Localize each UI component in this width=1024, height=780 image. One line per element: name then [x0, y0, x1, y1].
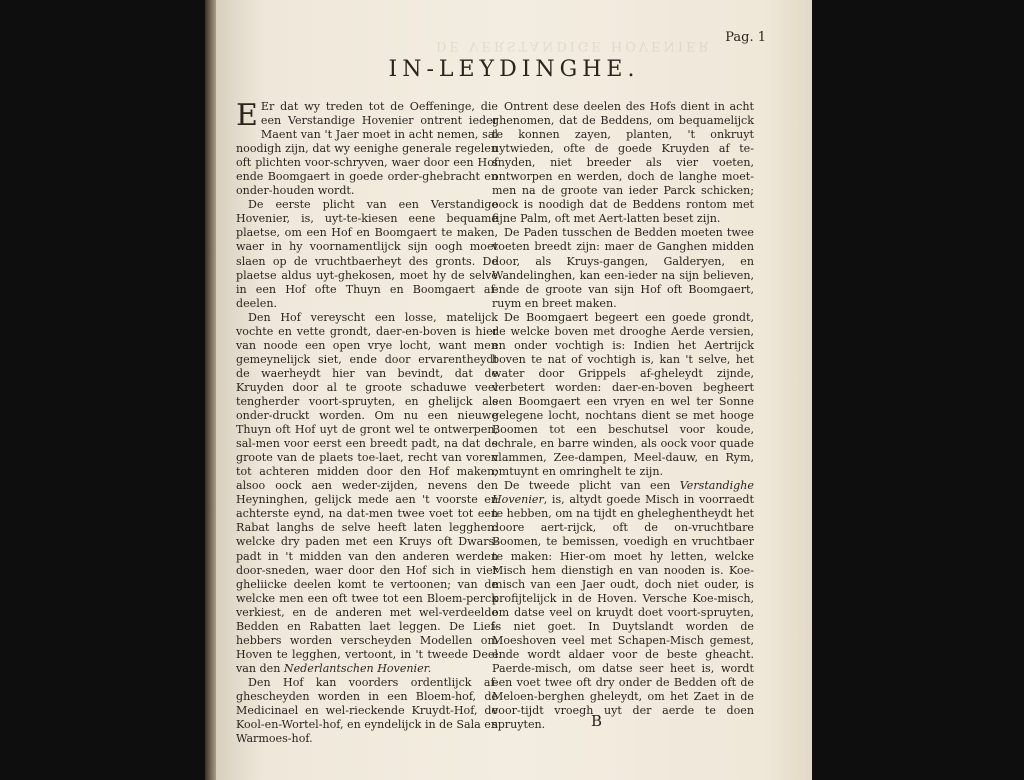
page-title: IN-LEYDINGHE. [388, 57, 640, 82]
paragraph: Den Hof kan voorders ordentlijck af-ghescheyden worden in een Bloem-hof, de Medicinael en wel-rieckende Kruydt-Hof, de Kool-en-Wortel-hof, en eyndelijck in de Sala en Warmoes-hof. [236, 675, 498, 746]
paragraph: De Boomgaert begeert een goede grondt, de welcke boven met drooghe Aerde versien, en onder vochtigh is: Indien het Aertrijck boven te nat of vochtigh is, kan 't selve, het water door Grippels af-gheleydt zijnde, verbetert worden: daer-en-boven begheert een Boomgaert een vryen en wel ter Sonne gelegene locht, nochtans dient se met hooge Boomen tot een beschutsel voor koude, schrale, en barre winden, als oock voor quade vlammen, Zee-dampen, Meel-dauw, en Rym, omtuynt en omringhelt te zijn. [492, 310, 754, 479]
drop-cap: E [236, 98, 258, 133]
italic-term: Verstandighe Hovenier [492, 479, 754, 507]
paragraph: Ontrent dese deelen des Hofs dient in acht ghenomen, dat de Beddens, om bequamelijck te konnen zayen, planten, 't onkruyt uytwieden, ofte de goede Kruyden af te-snyden, niet breeder als vier voeten, ontworpen en werden, doch de langhe moet-men na de groote van ieder Parck schicken; oock is noodigh dat de Beddens rontom met fijne Palm, oft met Aert-latten beset zijn. [492, 100, 754, 226]
book-title-reference: Nederlantschen Hovenier. [283, 661, 432, 675]
paragraph [236, 100, 498, 198]
show-through-running-head: DE VERSTANDIGE HOVENIER [436, 38, 712, 53]
left-text-column [236, 100, 498, 746]
paragraph [492, 479, 754, 732]
paragraph [236, 311, 498, 676]
right-text-column [492, 100, 754, 732]
signature-mark: B [591, 712, 603, 730]
paragraph-text: , is, altydt goede Misch in voorraedt te hebben, om na tijdt en gheleghentheydt het doore aert-rijck, oft de on-vruchtbare Boomen, te bemissen, voedigh en vruchtbaer te maken: Hier-om moet hy letten, welcke Misch hem dienstigh en van nooden is. Koe-misch van een Jaer oudt, doch niet ouder, is profijtelijck in de Hoven. Versche Koe-misch, om datse veel on kruydt doet voort-spruyten, is niet goet. In Duytslandt worden de Moeshoven veel met Schapen-Misch gemest, ende wordt aldaer voor de beste gheacht. Paerde-misch, om datse seer heet is, wordt een voet twee oft dry onder de Bedden oft de Meloen-berghen gheleydt, om het Zaet in de voor-tijdt vroegh uyt der aerde te doen spruyten. [492, 493, 754, 732]
paragraph: De eerste plicht van een Verstandige Hovenier, is, uyt-te-kiesen eene bequame plaetse, om een Hof en Boomgaert te maken, waer in hy voornamentlijck sijn oogh moet slaen op de vruchtbaerheyt des gronts. De plaetse aldus uyt-ghekosen, moet hy de selve in een Hof ofte Thuyn en Boomgaert af-deelen. [236, 198, 498, 310]
paragraph: De Paden tusschen de Bedden moeten twee voeten breedt zijn: maer de Ganghen midden door, als Kruys-gangen, Galderyen, en Wandelinghen, kan een-ieder na sijn believen, ende de groote van sijn Hof oft Boomgaert, ruym en breet maken. [492, 226, 754, 310]
paragraph-text: Er dat wy treden tot de Oeffeninge, die een Verstandige Hovenier ontrent ieder Maent van 't Jaer moet in acht nemen, sal noodigh zijn, dat wy eenighe generale regelen oft plichten voor-schryven, waer door een Hof ende Boomgaert in goede order-ghebracht en onder-houden wordt. [236, 100, 498, 198]
paragraph-text: Den Hof vereyscht een losse, matelijck vochte en vette grondt, daer-en-boven is hier van noode een open vrye locht, want men gemeynelijck siet, ende door ervarentheydt de waerheydt hier van bevindt, dat de Kruyden door al te groote schaduwe veel tengherder voort-spruyten, en ghelijck als onder-druckt worden. Om nu een nieuwe Thuyn oft Hof uyt de gront wel te ontwerpen, sal-men voor eerst een breedt padt, na dat de groote van de plaets toe-laet, recht van voren tot achteren midden door den Hof maken; alsoo oock aen weder-zijden, nevens den Heyninghen, gelijck mede aen 't voorste en achterste eynd, na dat-men twee voet tot een Rabat langhs de selve heeft laten legghen: welcke dry paden met een Kruys oft Dwars-padt in 't midden van den anderen werden door-sneden, waer door den Hof sich in vier gheliicke deelen komt te vertoonen; van de welcke men een oft twee tot een Bloem-perck verkiest, en de anderen met wel-verdeelde Bedden en Rabatten laet leggen. De Lief-hebbers worden verscheyden Modellen om Hoven te legghen, vertoont, in 't tweede Deel van den [236, 310, 498, 675]
paragraph-text: De tweede plicht van een [504, 479, 671, 493]
book-page [216, 0, 812, 780]
page-number: Pag. 1 [725, 30, 766, 45]
